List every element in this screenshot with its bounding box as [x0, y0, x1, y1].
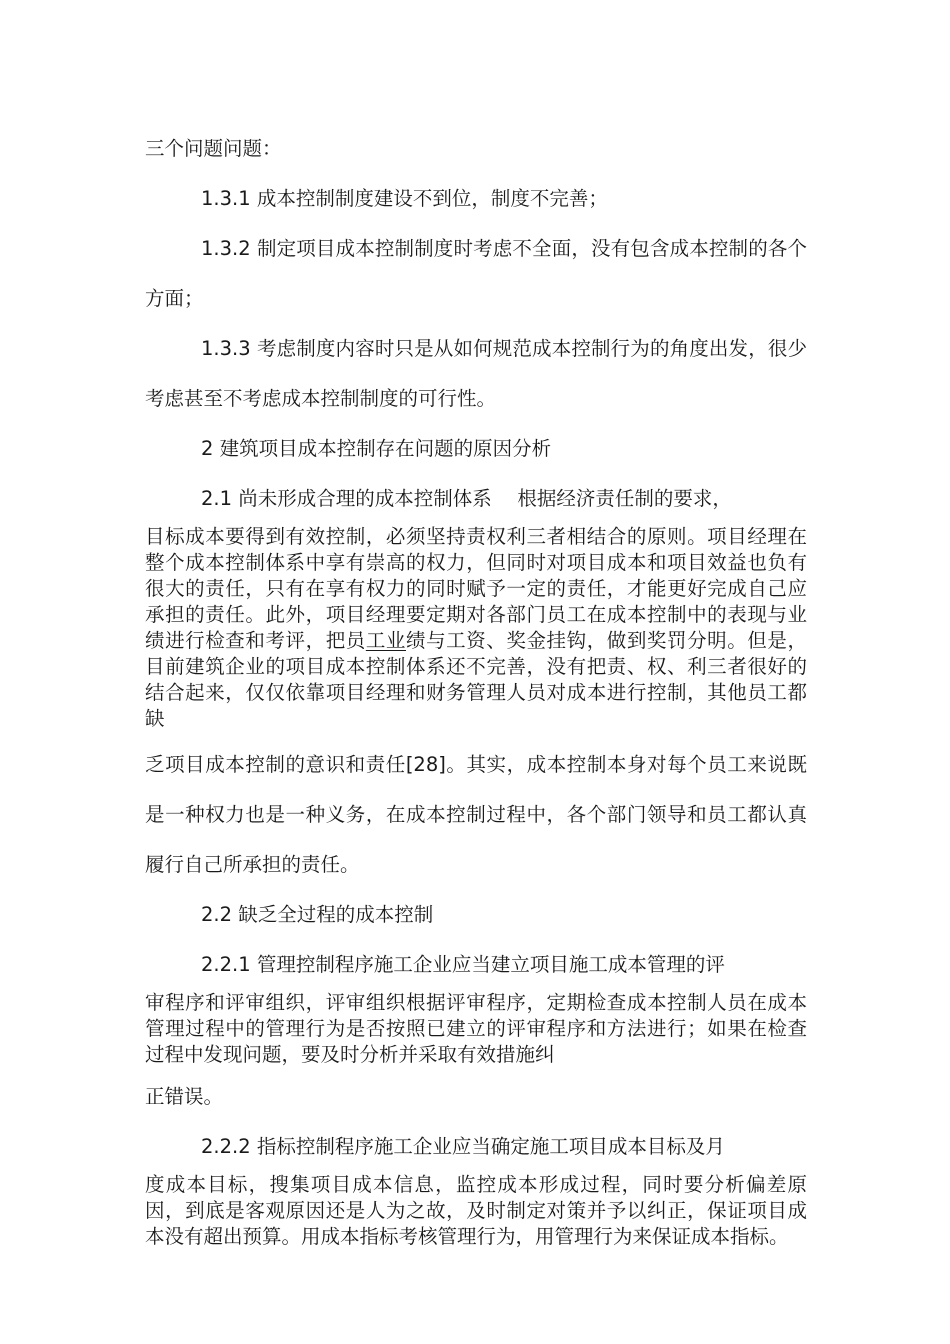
paragraph-2-2-1-tail: 正错误。: [145, 1085, 224, 1108]
paragraph-2-2-1-heading: 2.2.1 管理控制程序施工企业应当建立项目施工成本管理的评: [201, 953, 725, 976]
paragraph-1-3-1: 1.3.1 成本控制制度建设不到位，制度不完善；: [201, 187, 608, 210]
paragraph-2-2-2: [145, 1122, 807, 1250]
heading-section-2: 2 建筑项目成本控制存在问题的原因分析: [201, 437, 552, 460]
paragraph-1-3-3: 1.3.3 考虑制度内容时只是从如何规范成本控制行为的角度出发，很少考虑甚至不考虑成本控制制度的可行性。: [145, 337, 807, 410]
document-body: [145, 124, 807, 1250]
paragraph-intro: 三个问题问题：: [145, 137, 282, 160]
paragraph-2-1-tail: 乏项目成本控制的意识和责任[28]。其实，成本控制本身对每个员工来说既是一种权力也是一种义务，在成本控制过程中，各个部门领导和员工都认真履行自己所承担的责任。: [145, 753, 807, 876]
paragraph-2-1-heading: 2.1 尚未形成合理的成本控制体系 根据经济责任制的要求，: [201, 487, 732, 510]
paragraph-2-1: [145, 474, 807, 890]
paragraph-2-1-body: [145, 524, 807, 732]
paragraph-2-1-body-a: 目标成本要得到有效控制，必须坚持责权利三者相结合的原则。项目经理在整个成本控制体系中享有崇高的权力，但同时对项目成本和项目效益也负有很大的责任，只有在享有权力的同时赋予一定的责任，才能更好完成自己应承担的责任。此外，项目经理要定期对各部门员工在成本控制中的表现与业绩进行检查和考评，把员: [145, 525, 807, 652]
paragraph-2-2-1: [145, 940, 807, 1122]
paragraph-1-3-2: 1.3.2 制定项目成本控制制度时考虑不全面，没有包含成本控制的各个方面；: [145, 237, 807, 310]
paragraph-2-2-2-body: 度成本目标，搜集项目成本信息，监控成本形成过程，同时要分析偏差原因，到底是客观原因还是人为之故，及时制定对策并予以纠正，保证项目成本没有超出预算。用成本指标考核管理行为，用管理行为来保证成本指标。: [145, 1173, 807, 1248]
paragraph-2-2-2-heading: 2.2.2 指标控制程序施工企业应当确定施工项目成本目标及月: [201, 1135, 725, 1158]
paragraph-2-1-body-b: 绩与工资、奖金挂钩，做到奖罚分明。但是，目前建筑企业的项目成本控制体系还不完善，没有把责、权、利三者很好的结合起来，仅仅依靠项目经理和财务管理人员对成本进行控制，其他员工都缺: [145, 629, 807, 730]
heading-2-2: 2.2 缺乏全过程的成本控制: [201, 903, 434, 926]
paragraph-2-2-1-body: 审程序和评审组织，评审组织根据评审程序，定期检查成本控制人员在成本管理过程中的管理行为是否按照已建立的评审程序和方法进行；如果在检查过程中发现问题，要及时分析并采取有效措施纠: [145, 991, 807, 1066]
underlined-term[interactable]: 工业: [365, 629, 406, 652]
